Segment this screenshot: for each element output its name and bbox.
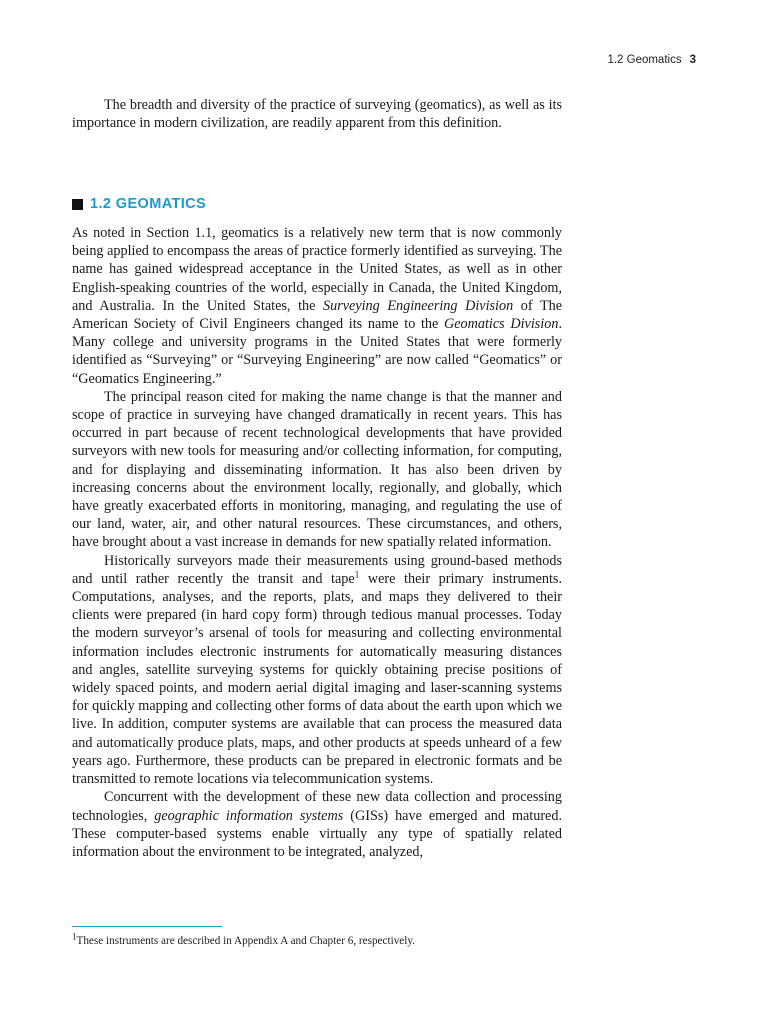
paragraph-4-italic-gis: geographic information systems xyxy=(154,807,344,824)
footnote xyxy=(72,931,416,947)
paragraph-1 xyxy=(72,224,562,388)
paragraph-4-text-a: Concurrent with the development of these new data collection and processing technologies, xyxy=(72,789,562,824)
footnote-reference[interactable]: 1 xyxy=(354,569,360,580)
section-body xyxy=(72,224,562,861)
paragraph-1-italic-division: Surveying Engineering Division xyxy=(323,297,514,314)
paragraph-3-text-b: were their primary instruments. Computations, analyses, and the reports, plats, and maps they delivered to their clients were prepared (in hard copy form) through tedious manual processes. Today the modern surveyor’s arsenal of tools for measuring and collecting environmental information includes electronic instruments for automatically measuring distances and angles, satellite surveying systems for quickly obtaining precise positions of widely spaced points, and modern aerial digital imaging and laser-scanning systems for quickly mapping and collecting other forms of data about the earth upon which we live. In addition, computer systems are available that can process the measured data and automatically produce plats, maps, and other products at speeds unheard of a few years ago. Furthermore, these products can be prepared in electronic formats and be transmitted to remote locations via telecommunication systems. xyxy=(72,570,562,788)
section-heading xyxy=(72,196,206,212)
intro-paragraph: The breadth and diversity of the practice of surveying (geomatics), as well as its importance in modern civilization, are readily apparent from this definition. xyxy=(72,97,562,132)
paragraph-3-text-a: Historically surveyors made their measurements using ground-based methods and until rather recently the transit and tape xyxy=(72,552,562,587)
section-heading-text: 1.2 GEOMATICS xyxy=(90,196,207,212)
paragraph-1-text-b: of The American Society of Civil Engineers changed its name to the xyxy=(72,297,562,333)
paragraph-3 xyxy=(72,552,562,789)
paragraph-4 xyxy=(72,788,562,861)
paragraph-1-italic-geomatics-division: Geomatics Division xyxy=(444,316,559,333)
footnote-text: These instruments are described in Appendix A and Chapter 6, respectively. xyxy=(76,935,416,947)
paragraph-1-text-c: . Many college and university programs in the United States that were formerly identified as “Surveying” or “Surveying Engineering” are now called “Geomatics” or “Geomatics Engineering.” xyxy=(72,316,562,387)
paragraph-1-text-a: As noted in Section 1.1, geomatics is a relatively new term that is now commonly being applied to encompass the areas of practice formerly identified as surveying. The name has gained widespread acceptance in the United States, as well as in other English-speaking countries of the world, especially in Canada, the United Kingdom, and Australia. In the United States, the xyxy=(72,225,562,314)
page-number: 3 xyxy=(689,54,696,66)
paragraph-2: The principal reason cited for making the name change is that the manner and scope of practice in surveying have changed dramatically in recent years. This has occurred in part because of recent technological developments that have provided surveyors with new tools for measuring and/or collecting information, for computing, and for displaying and disseminating information. It has also been driven by increasing concerns about the environment locally, regionally, and globally, which have greatly exacerbated efforts in monitoring, managing, and regulating the use of our land, water, air, and other natural resources. These circumstances, and others, have brought about a vast increase in demands for new spatially related information. xyxy=(72,388,562,551)
footnote-divider xyxy=(72,926,222,927)
running-header xyxy=(607,54,696,66)
footnote-marker: 1 xyxy=(72,931,77,942)
paragraph-4-text-b: (GISs) have emerged and matured. These computer-based systems enable virtually any type of spatially related information about the environment to be integrated, analyzed, xyxy=(72,807,562,860)
running-header-section: 1.2 Geomatics xyxy=(607,54,682,66)
heading-square-icon xyxy=(72,199,83,210)
